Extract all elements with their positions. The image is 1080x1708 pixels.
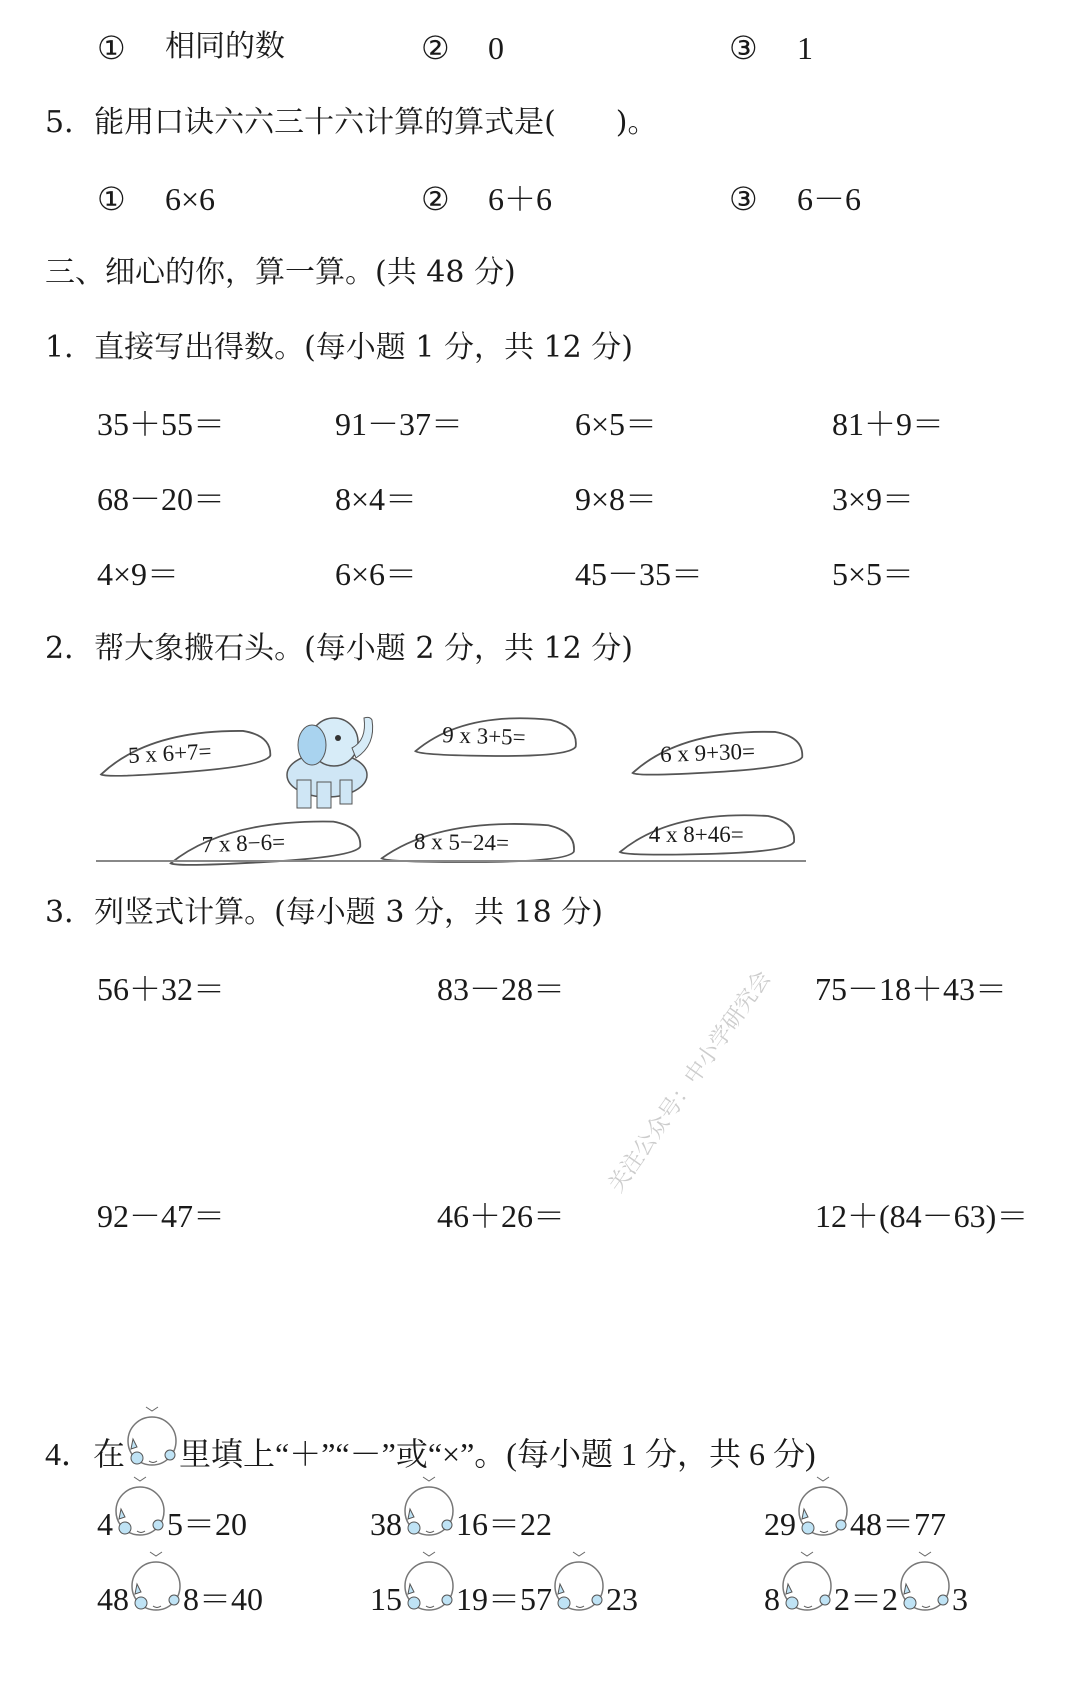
problem-part: 8 [764,1581,780,1617]
blank-circle-icon[interactable] [130,1548,182,1618]
elephant-icon [272,710,384,815]
part-4-prefix: 4．在 [45,1436,126,1472]
stone-text: 6 x 9+30= [659,738,756,767]
column-problem: 92－47＝ [97,1198,226,1234]
option-text: 相同的数 [165,29,285,64]
column-problem: 56＋32＝ [97,971,226,1007]
option-text: 6－6 [797,181,862,217]
option-marker: ② [421,181,450,217]
column-problem: 83－28＝ [437,971,566,1007]
operator-problem [764,1583,968,1618]
math-problem: 45－35＝ [575,556,704,592]
column-problem: 12＋(84－63)＝ [815,1198,1029,1234]
part-3-title: 3．列竖式计算。(每小题 3 分，共 18 分) [45,895,603,930]
stone-text: 4 x 8+46= [648,822,744,847]
math-problem: 8×4＝ [335,481,418,517]
part-4-title [45,1438,816,1473]
math-problem: 68－20＝ [97,481,226,517]
section-3-title: 三、细心的你，算一算。(共 48 分) [45,255,516,290]
option-marker: ① [97,181,126,217]
blank-circle-icon[interactable] [403,1473,455,1543]
option-marker: ③ [729,181,758,217]
math-problem: 35＋55＝ [97,406,226,442]
watermark: 关注公众号：中小学研究会 [604,966,777,1198]
problem-part: 16＝22 [456,1506,553,1542]
blank-circle-icon[interactable] [403,1548,455,1618]
problem-part: 5＝20 [167,1506,248,1542]
math-problem: 81＋9＝ [832,406,945,442]
operator-problem [370,1583,638,1618]
operator-problem [97,1508,247,1543]
problem-part: 3 [952,1581,969,1617]
math-problem: 6×5＝ [575,406,658,442]
math-problem: 91－37＝ [335,406,464,442]
option-text: 6＋6 [488,181,553,217]
part-2-title: 2．帮大象搬石头。(每小题 2 分，共 12 分) [45,631,633,666]
stone-problem [411,709,581,763]
math-problem: 6×6＝ [335,556,418,592]
stone-text: 9 x 3+5= [441,722,527,751]
option-marker: ③ [729,30,758,66]
ground-line [96,860,806,862]
question-5: 5．能用口诀六六三十六计算的算式是( )。 [45,105,658,140]
part-1-title: 1．直接写出得数。(每小题 1 分，共 12 分) [45,330,633,365]
stone-problem [95,723,275,780]
math-problem: 4×9＝ [97,556,180,592]
blank-circle-icon[interactable] [126,1403,178,1473]
option-text: 1 [797,30,813,66]
problem-part: 2＝2 [834,1581,899,1617]
problem-part: 38 [370,1506,402,1542]
math-problem: 9×8＝ [575,481,658,517]
option-text: 6×6 [165,181,216,217]
problem-part: 29 [764,1506,796,1542]
problem-part: 4 [97,1506,113,1542]
stone-problem [616,810,798,858]
stone-text: 5 x 6+7= [127,738,213,768]
problem-part: 8＝40 [183,1581,264,1617]
stone-text: 7 x 8−6= [201,829,286,858]
problem-part: 48 [97,1581,129,1617]
operator-problem [370,1508,552,1543]
column-problem: 75－18＋43＝ [815,971,1008,1007]
problem-part: 15 [370,1581,402,1617]
operator-problem [764,1508,946,1543]
option-marker: ② [421,30,450,66]
stone-text: 8 x 5−24= [413,828,510,856]
problem-part: 48＝77 [850,1506,947,1542]
problem-part: 19＝57 [456,1581,553,1617]
blank-circle-icon[interactable] [899,1548,951,1618]
part-4-suffix: 里填上“＋”“－”或“×”。(每小题 1 分，共 6 分) [179,1436,816,1472]
blank-circle-icon[interactable] [781,1548,833,1618]
blank-circle-icon[interactable] [553,1548,605,1618]
column-problem: 46＋26＝ [437,1198,566,1234]
math-problem: 3×9＝ [832,481,915,517]
operator-problem [97,1583,263,1618]
option-marker: ① [97,30,126,66]
option-text: 0 [488,30,504,66]
stone-problem [627,725,807,779]
blank-circle-icon[interactable] [797,1473,849,1543]
problem-part: 23 [606,1581,639,1617]
blank-circle-icon[interactable] [114,1473,166,1543]
math-problem: 5×5＝ [832,556,915,592]
